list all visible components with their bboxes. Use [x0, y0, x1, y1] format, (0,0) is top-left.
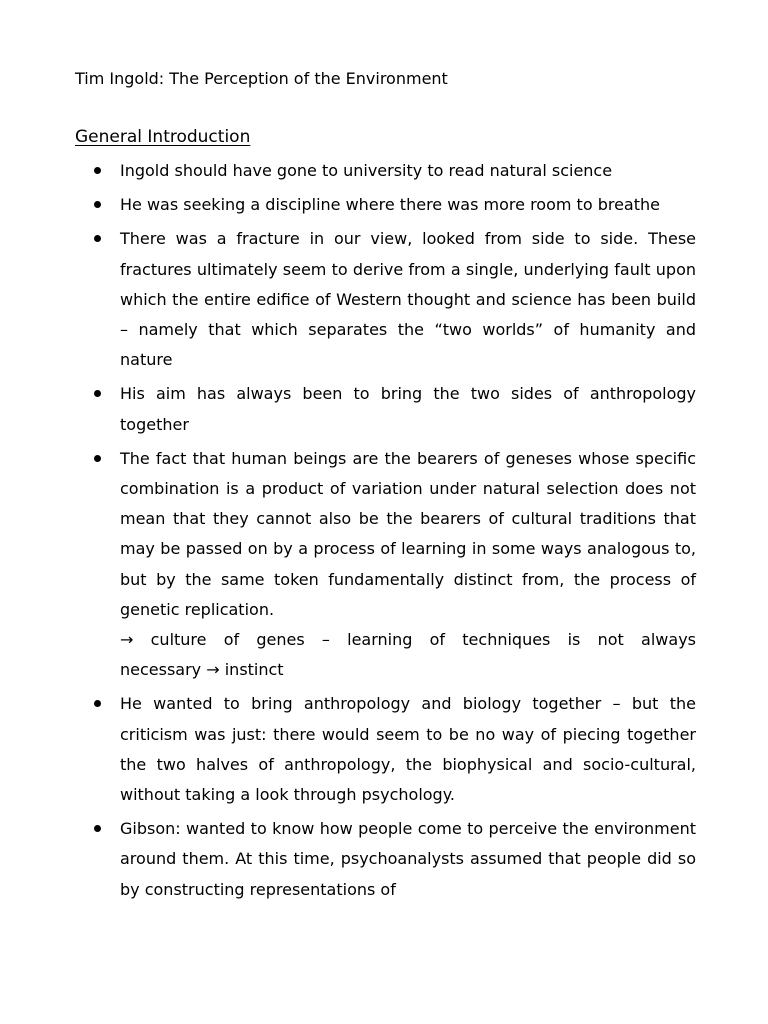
list-item — [94, 444, 696, 686]
list-item — [94, 689, 696, 810]
bullet-icon — [94, 700, 101, 707]
list-item-text: His aim has always been to bring the two sides of anthropology together — [120, 384, 696, 434]
list-item-text: He wanted to bring anthropology and biology together – but the criticism was just: there would seem to be no way of piecing together the two halves of anthropology, the biophysical and socio-cultural, without taking a look through psychology. — [120, 694, 696, 805]
section-heading: General Introduction — [75, 127, 251, 147]
bullet-icon — [94, 455, 101, 462]
list-item-text: Ingold should have gone to university to read natural science — [120, 161, 613, 180]
document-title: Tim Ingold: The Perception of the Environment — [75, 69, 448, 88]
list-item — [94, 814, 696, 905]
arrow-note-line: → culture of genes – learning of techniques is not always — [120, 630, 696, 650]
bullet-icon — [94, 167, 101, 174]
bullet-icon — [94, 825, 101, 832]
list-item-text: There was a fracture in our view, looked from side to side. These fractures ultimately seem to derive from a single, underlying fault upon which the entire edifice of Western thought and science has been build – namely that which separates the “two worlds” of humanity and nature — [120, 229, 696, 370]
bullet-list — [94, 156, 696, 909]
bullet-icon — [94, 201, 101, 208]
bullet-icon — [94, 390, 101, 397]
list-item-text: The fact that human beings are the bearers of geneses whose specific combination is a product of variation under natural selection does not mean that they cannot also be the bearers of cultural traditions that may be passed on by a process of learning in some ways analogous to, but by the same token fundamentally distinct from, the process of genetic replication. — [120, 448, 696, 619]
list-item — [94, 156, 696, 186]
bullet-icon — [94, 235, 101, 242]
list-item-text: Gibson: wanted to know how people come to perceive the environment around them. At this time, psychoanalysts assumed that people did so by constructing representations of — [120, 819, 696, 899]
list-item — [94, 379, 696, 439]
list-item — [94, 224, 696, 375]
arrow-note-line: necessary → instinct — [120, 660, 284, 680]
list-item — [94, 190, 696, 220]
list-item-text: He was seeking a discipline where there was more room to breathe — [120, 195, 660, 215]
